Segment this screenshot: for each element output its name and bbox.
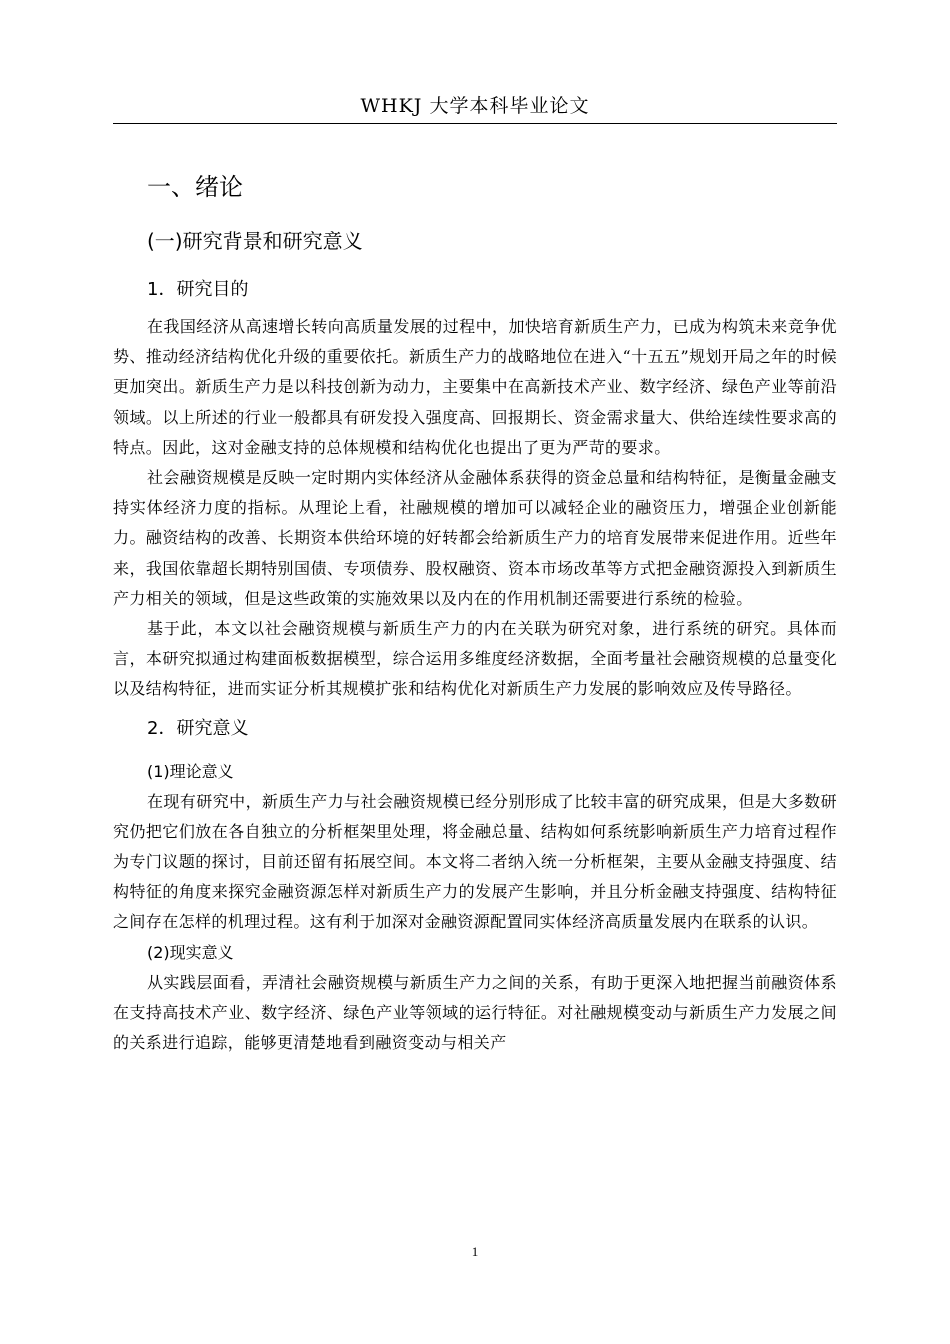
page-number: 1 (471, 1244, 479, 1259)
paragraph: 社会融资规模是反映一定时期内实体经济从金融体系获得的资金总量和结构特征，是衡量金融支持实体经济力度的指标。从理论上看，社融规模的增加可以减轻企业的融资压力，增强企业创新能力。融资结构的改善、长期资本供给环境的好转都会给新质生产力的培育发展带来促进作用。近些年来，我国依靠超长期特别国债、专项债券、股权融资、资本市场改革等方式把金融资源投入到新质生产力相关的领域，但是这些政策的实施效果以及内在的作用机制还需要进行系统的检验。 (113, 468, 837, 608)
sub-subsection-heading-practice: (2)现实意义 (147, 942, 234, 962)
chapter-heading: 一、绪论 (147, 173, 243, 201)
header-divider (113, 123, 837, 124)
paragraph: 基于此，本文以社会融资规模与新质生产力的内在关联为研究对象，进行系统的研究。具体而言，本研究拟通过构建面板数据模型，综合运用多维度经济数据，全面考量社会融资规模的总量变化以及结构特征，进而实证分析其规模扩张和结构优化对新质生产力发展的影响效应及传导路径。 (113, 619, 837, 699)
page-content (113, 170, 837, 1058)
sub-subsection-heading-theory: (1)理论意义 (147, 761, 234, 781)
paragraph: 从实践层面看，弄清社会融资规模与新质生产力之间的关系，有助于更深入地把握当前融资体系在支持高技术产业、数字经济、绿色产业等领域的运行特征。对社融规模变动与新质生产力发展之间的关系进行追踪，能够更清楚地看到融资变动与相关产 (113, 972, 837, 1053)
subsection-heading-research-purpose: 1．研究目的 (147, 279, 249, 300)
subsection-heading-research-significance: 2．研究意义 (147, 717, 249, 739)
running-header: WHKJ 大学本科毕业论文 (360, 95, 590, 117)
section-heading: (一)研究背景和研究意义 (147, 229, 363, 253)
paragraph: 在现有研究中，新质生产力与社会融资规模已经分别形成了比较丰富的研究成果，但是大多数研究仍把它们放在各自独立的分析框架里处理，将金融总量、结构如何系统影响新质生产力培育过程作为专门议题的探讨，目前还留有拓展空间。本文将二者纳入统一分析框架，主要从金融支持强度、结构特征的角度来探究金融资源怎样对新质生产力的发展产生影响，并且分析金融支持强度、结构特征之间存在怎样的机理过程。这有利于加深对金融资源配置同实体经济高质量发展内在联系的认识。 (113, 791, 837, 932)
paragraph: 在我国经济从高速增长转向高质量发展的过程中，加快培育新质生产力，已成为构筑未来竞争优势、推动经济结构优化升级的重要依托。新质生产力的战略地位在进入“十五五”规划开局之年的时候更加突出。新质生产力是以科技创新为动力，主要集中在高新技术产业、数字经济、绿色产业等前沿领域。以上所述的行业一般都具有研发投入强度高、回报期长、资金需求量大、供给连续性要求高的特点。因此，这对金融支持的总体规模和结构优化也提出了更为严苛的要求。 (113, 317, 837, 457)
